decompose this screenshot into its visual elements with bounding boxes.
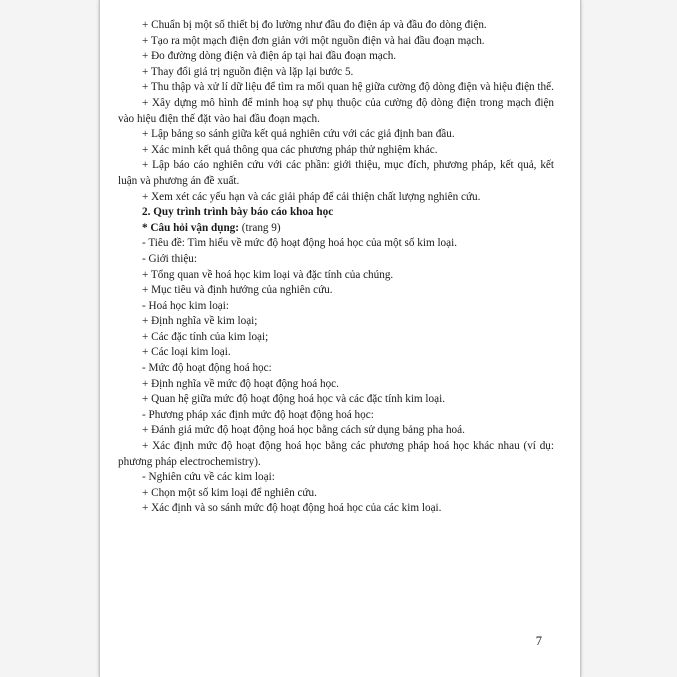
- paragraph: + Thu thập và xử lí dữ liệu để tìm ra mối quan hệ giữa cường độ dòng điện và hiệu điện thế.: [142, 81, 554, 94]
- viewer-gutter-left: [0, 0, 99, 677]
- paragraph: + Tổng quan về hoá học kim loại và đặc tính của chúng.: [142, 268, 394, 281]
- paragraph: + Đo đường dòng điện và điện áp tại hai đầu đoạn mạch.: [142, 50, 397, 63]
- paragraph: + Lập báo cáo nghiên cứu với các phần: giới thiệu, mục đích, phương pháp, kết quả, kết luận và phương án đề xuất.: [118, 159, 554, 187]
- question-page-ref: (trang 9): [239, 221, 281, 234]
- page-number: 7: [535, 634, 542, 648]
- paragraph: + Các đặc tính của kim loại;: [142, 330, 269, 343]
- viewer-gutter-right: [581, 0, 677, 677]
- paragraph: - Mức độ hoạt động hoá học:: [142, 362, 272, 375]
- paragraph: - Nghiên cứu về các kim loại:: [142, 471, 275, 484]
- page-body: [118, 18, 554, 517]
- paragraph: + Xác định và so sánh mức độ hoạt động hoá học của các kim loại.: [142, 502, 442, 515]
- paragraph: + Xem xét các yếu hạn và các giải pháp để cải thiện chất lượng nghiên cứu.: [142, 190, 481, 203]
- paragraph: + Chuẩn bị một số thiết bị đo lường như đầu đo điện áp và đầu đo dòng điện.: [142, 19, 487, 31]
- paragraph: + Chọn một số kim loại để nghiên cứu.: [142, 486, 317, 499]
- paragraph: + Các loại kim loại.: [142, 346, 231, 359]
- paragraph: + Xây dựng mô hình để minh hoạ sự phụ thuộc của cường độ dòng điện trong mạch điện vào hiệu điện thế đặt vào hai đầu đoạn mạch.: [118, 96, 554, 125]
- paragraph: - Tiêu đề: Tìm hiểu về mức độ hoạt động hoá học của một số kim loại.: [142, 237, 458, 250]
- paragraph: + Mục tiêu và định hướng của nghiên cứu.: [142, 284, 333, 297]
- paragraph: + Đánh giá mức độ hoạt động hoá học bằng cách sử dụng bảng pha hoá.: [142, 424, 465, 437]
- paragraph: + Thay đổi giá trị nguồn điện và lặp lại bước 5.: [142, 65, 354, 78]
- document-page: [99, 0, 581, 677]
- paragraph: + Định nghĩa về mức độ hoạt động hoá học.: [142, 377, 339, 390]
- section-heading: 2. Quy trình trình bày báo cáo khoa học: [142, 206, 334, 219]
- paragraph: - Hoá học kim loại:: [142, 299, 229, 312]
- paragraph: + Tạo ra một mạch điện đơn giản với một nguồn điện và hai đầu đoạn mạch.: [142, 34, 485, 47]
- paragraph: + Định nghĩa về kim loại;: [142, 315, 258, 328]
- question-heading: [118, 221, 554, 237]
- question-label: * Câu hỏi vận dụng:: [142, 221, 239, 234]
- paragraph: + Xác định mức độ hoạt động hoá học bằng các phương pháp hoá học khác nhau (ví dụ: phương pháp electrochemistry).: [118, 440, 554, 468]
- paragraph: + Quan hệ giữa mức độ hoạt động hoá học và các đặc tính kim loại.: [142, 393, 446, 406]
- paragraph: + Lập bảng so sánh giữa kết quả nghiên cứu với các giả định ban đầu.: [142, 128, 455, 141]
- paragraph: - Giới thiệu:: [142, 252, 198, 265]
- paragraph: + Xác minh kết quả thông qua các phương pháp thử nghiệm khác.: [142, 143, 438, 156]
- paragraph: - Phương pháp xác định mức độ hoạt động hoá học:: [142, 408, 374, 421]
